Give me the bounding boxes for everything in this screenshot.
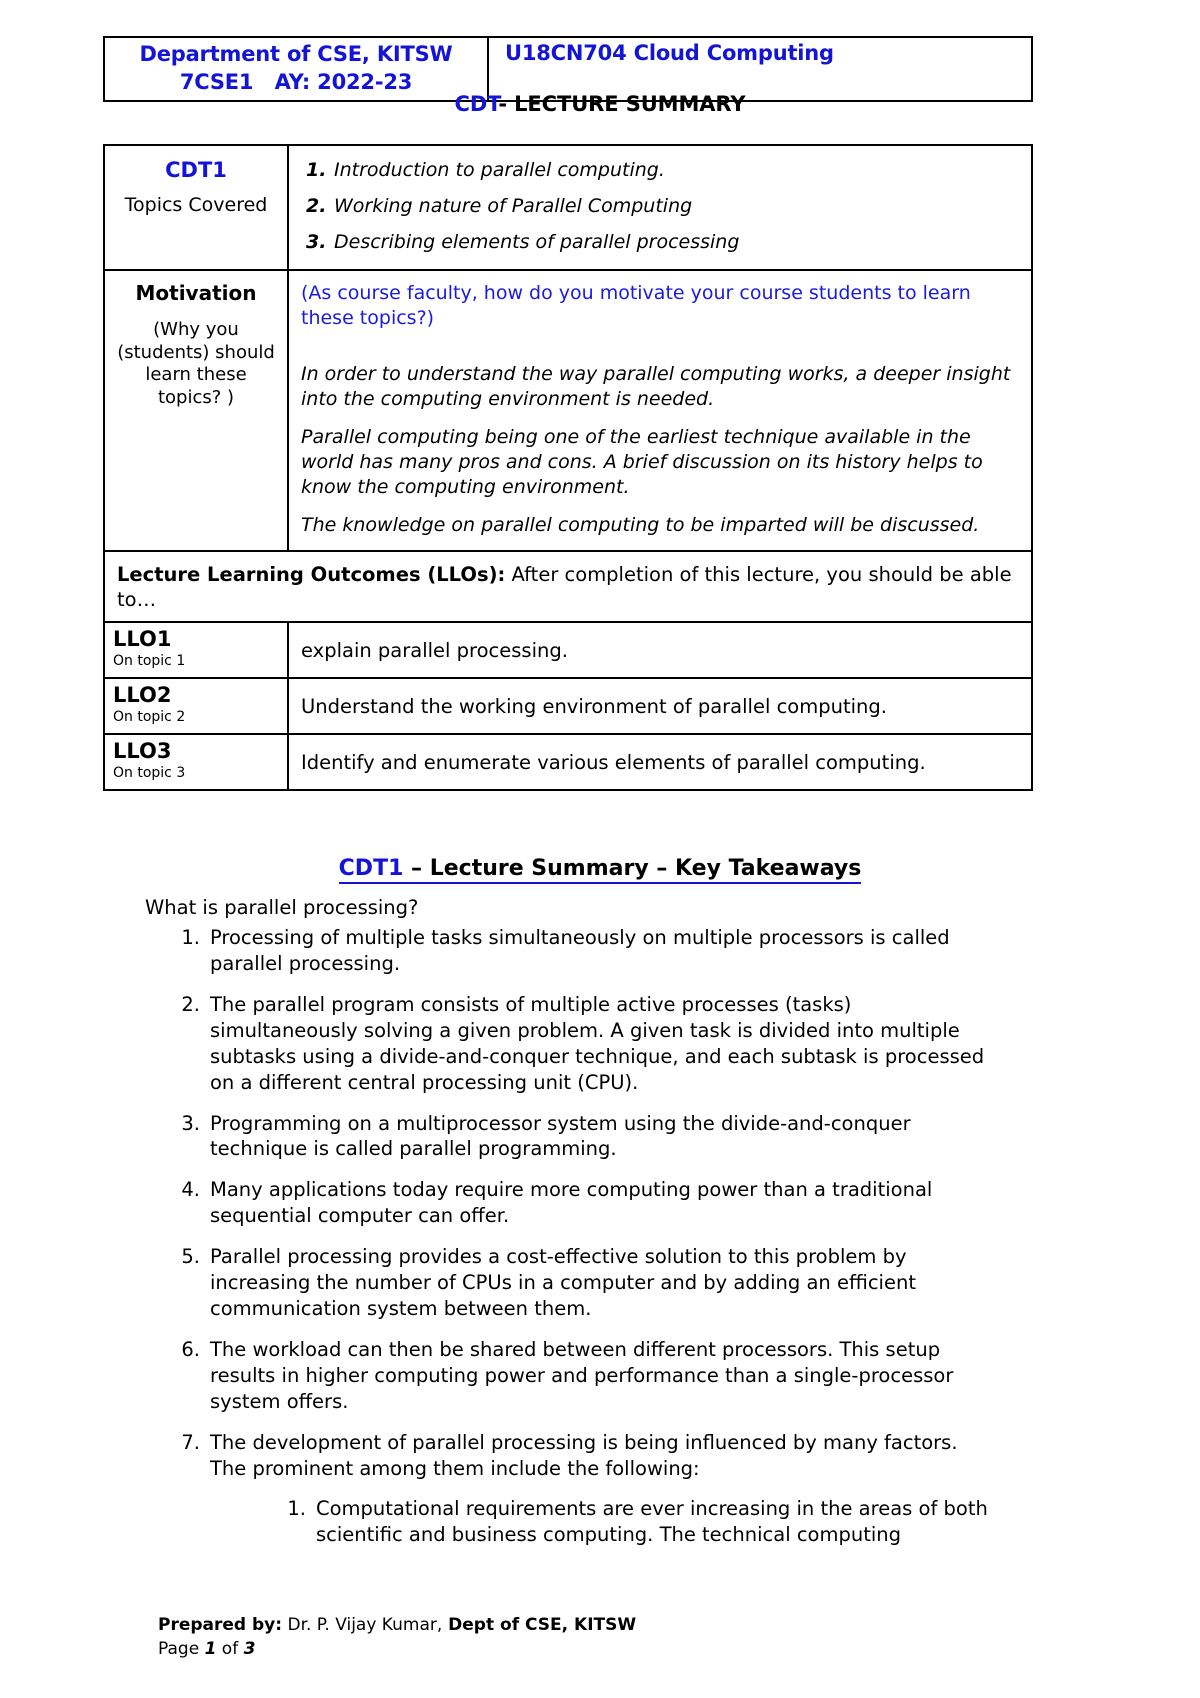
llo-code-cell [104,734,288,790]
list-item [306,159,1020,183]
llo-code: LLO2 [113,682,172,707]
takeaways-title-code: CDT1 [338,856,404,881]
sub-item-text: Computational requirements are ever increasing in the areas of both scientific and business computing. The technical computing [316,1496,988,1546]
item-number: 2. [181,992,200,1016]
department-line1: Department of CSE, KITSW [139,42,453,66]
motivation-paragraph: In order to understand the way parallel computing works, a deeper insight into the computing environment is needed. [301,362,1011,410]
list-item [168,992,988,1096]
topics-list [290,147,1030,268]
list-item [274,1496,988,1548]
sub-item-number: 1. [287,1496,306,1520]
topic-number: 1. [306,159,327,181]
motivation-label-cell [104,270,288,551]
topic-text: Describing elements of parallel processing [334,230,740,253]
llo-header-cell [104,551,1032,622]
prepared-by-dept: Dept of CSE, KITSW [442,1615,637,1635]
document-title-rest: - LECTURE SUMMARY [498,92,746,116]
item-text: The parallel program consists of multiple active processes (tasks) simultaneously solving a given problem. A given task is divided into multiple subtasks using a divide-and-conquer technique, and each subtask is processed on a different central processing unit (CPU). [210,992,985,1094]
motivation-content-cell [288,270,1032,551]
item-number: 4. [181,1178,200,1202]
llo-text-cell: Identify and enumerate various elements of parallel computing. [288,734,1032,790]
item-number: 6. [181,1337,200,1361]
item-text: Parallel processing provides a cost-effective solution to this problem by increasing the number of CPUs in a computer and by adding an efficient communication system between them. [210,1245,916,1321]
table-row [104,678,1032,734]
lead-question: What is parallel processing? [145,896,419,919]
item-number: 5. [181,1245,200,1269]
topic-number: 3. [306,230,327,253]
item-text: Processing of multiple tasks simultaneously on multiple processors is called parallel processing. [210,926,950,975]
document-title-prefix: CDT [454,92,499,116]
list-item [306,230,1020,255]
llo-header-row [104,551,1032,622]
llo-topic-ref: On topic 3 [113,765,186,782]
llo-code-cell [104,622,288,678]
prepared-by-name: Dr. P. Vijay Kumar, [282,1615,443,1635]
motivation-subtitle: (Why you (students) should learn these topics? ) [117,319,275,408]
motivation-title: Motivation [135,281,257,306]
table-row [104,734,1032,790]
llo-header-rest: After completion of this lecture, you should be able to… [117,563,1012,612]
motivation-prompt: (As course faculty, how do you motivate your course students to learn these topics?) [301,282,971,329]
item-text: The development of parallel processing is being influenced by many factors. The prominent among them include the following: [210,1430,958,1480]
topic-text: Introduction to parallel computing. [334,159,665,181]
page-number-line [158,1638,636,1661]
topics-covered-label: Topics Covered [124,194,268,216]
llo-text-cell: Understand the working environment of parallel computing. [288,678,1032,734]
llo-code-cell [104,678,288,734]
llo-topic-ref: On topic 1 [113,652,186,669]
motivation-row [104,270,1032,551]
page-current: 1 [204,1638,217,1659]
page-footer [158,1614,636,1661]
page-mid: of [216,1638,244,1659]
page-total: 3 [243,1638,256,1659]
item-number: 3. [181,1111,200,1135]
llo-topic-ref: On topic 2 [113,708,186,725]
item-text: Many applications today require more computing power than a traditional sequential computer can offer. [210,1178,933,1228]
llo-code: LLO3 [113,739,172,764]
table-row [104,622,1032,678]
list-item [168,1337,988,1415]
list-item [168,1430,988,1548]
takeaways-sub-list [210,1496,988,1548]
topics-label-cell [104,145,288,270]
list-item [306,194,1020,219]
topic-text: Working nature of Parallel Computing [334,194,693,217]
department-line2: 7CSE1 AY: 2022-23 [179,69,413,94]
llo-text-cell: explain parallel processing. [288,622,1032,678]
topics-cdt-code: CDT1 [165,158,227,182]
lecture-summary-table [103,144,1033,791]
item-text: The workload can then be shared between different processors. This setup results in higher computing power and performance than a single-processor system offers. [210,1337,954,1413]
item-number: 1. [181,926,200,949]
list-item [168,1111,988,1163]
llo-header-bold: Lecture Learning Outcomes (LLOs): [117,563,506,586]
list-item [168,1177,988,1229]
page-prefix: Page [158,1638,205,1659]
item-number: 7. [181,1430,200,1454]
document-title [0,92,1200,116]
list-item [168,1244,988,1322]
takeaways-list [168,925,988,1562]
takeaways-title-rest: – Lecture Summary – Key Takeaways [403,856,862,881]
topics-row [104,145,1032,270]
list-item [168,925,988,977]
item-text: Programming on a multiprocessor system using the divide-and-conquer technique is called parallel programming. [210,1111,911,1161]
motivation-paragraph: The knowledge on parallel computing to be imparted will be discussed. [301,514,980,537]
topics-content-cell [288,145,1032,270]
takeaways-title [0,856,1200,881]
prepared-by-label: Prepared by: [158,1615,283,1635]
topic-number: 2. [306,194,327,217]
course-code-cell: U18CN704 Cloud Computing [488,37,1032,101]
motivation-paragraph: Parallel computing being one of the earliest technique available in the world has many pros and cons. A brief discussion on its history helps to know the computing environment. [301,426,983,498]
llo-code: LLO1 [113,626,172,651]
